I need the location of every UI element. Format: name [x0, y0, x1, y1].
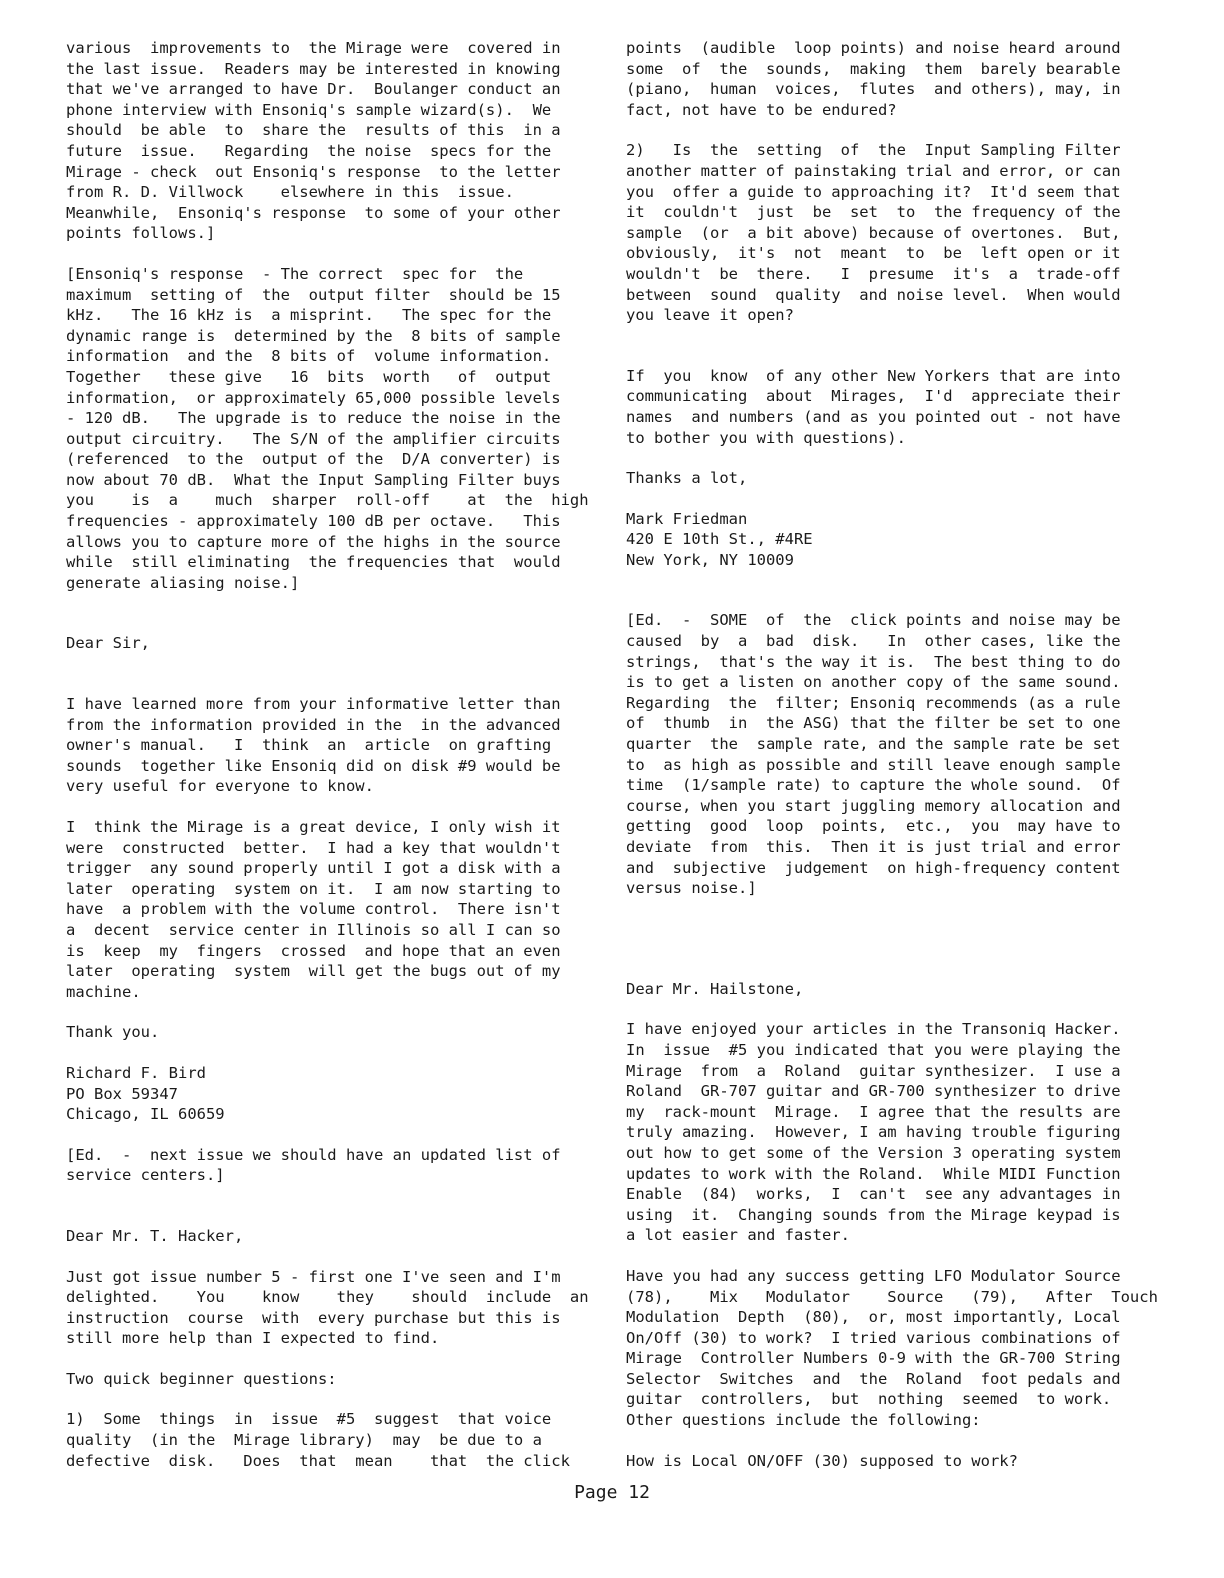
letter-question: How is Local ON/OFF (30) supposed to work? — [626, 1451, 1018, 1470]
editor-note-paragraph: [Ed. - next issue we should have an updated list of service centers.] — [66, 1145, 561, 1185]
letter-paragraph: If you know of any other New Yorkers that are into communicating about Mirages, I'd appreciate their names and numbers (and as you pointed out - not have to bother you with questions). — [626, 366, 1121, 447]
letter-question: 2) Is the setting of the Input Sampling Filter another matter of painstaking trial and error, or can you offer a guide to approaching it? It'd seem that it couldn't just be set to the frequency of the sample (or a bit above) because of overtones. But, obviously, it's not meant to be left open or it wouldn't be there. I presume it's a trade-off between sound quality and noise level. When would you leave it open? — [626, 141, 1121, 325]
letter-paragraph: Two quick beginner questions: — [66, 1369, 337, 1388]
letter-question: 1) Some things in issue #5 suggest that voice quality (in the Mirage library) may be due to a defective disk. Does that mean that the click — [66, 1410, 570, 1470]
editor-note-paragraph: various improvements to the Mirage were covered in the last issue. Readers may be interested in knowing that we've arranged to have Dr. Boulanger conduct an phone interview with Ensoniq's sample wizard(s). We should be able to share the results of this in a future issue. Regarding the noise specs for the Mirage - check out Ensoniq's response to the letter from R. D. Villwock elsewhere in this issue. Meanwhile, Ensoniq's response to some of your other points follows.] — [66, 39, 561, 243]
letter-question: points (audible loop points) and noise heard around some of the sounds, making them barely bearable (piano, human voices, flutes and others), may, in fact, not have to be endured? — [626, 39, 1121, 119]
letter-closing: Thank you. — [66, 1023, 160, 1042]
editor-note-paragraph: [Ed. - SOME of the click points and noise may be caused by a bad disk. In other cases, like the strings, that's the way it is. The best thing to do is to get a listen on another copy of the same sound. Regarding the filter; Ensoniq recommends (as a rule of thumb in the ASG) that the filter be set to one quarter the sample rate, and the sample rate be set to as high as possible and still leave enough sample time (1/sample rate) to capture the whole sound. Of course, when you start juggling memory allocation and getting good loop points, etc., you may have to deviate from this. Then it is just trial and error and subjective judgement on high-frequency content versus noise.] — [626, 611, 1121, 898]
letter-paragraph: Have you had any success getting LFO Modulator Source (78), Mix Modulator Source (79), After Touch Modulation Depth (80), or, most importantly, Local On/Off (30) to work? I tried various combinations of Mirage Controller Numbers 0-9 with the GR-700 String Selector Switches and the Roland foot pedals and guitar controllers, but nothing seemed to work. Other questions include the following: — [626, 1266, 1158, 1430]
page-number: Page 12 — [574, 1482, 650, 1503]
letter-greeting: Dear Mr. Hailstone, — [626, 979, 804, 998]
ensoniq-response-paragraph: [Ensoniq's response - The correct spec for the maximum setting of the output filter should be 15 kHz. The 16 kHz is a misprint. The spec for the dynamic range is determined by the 8 bits of sample information and the 8 bits of volume information. Together these give 16 bits worth of output information, or approximately 65,000 possible levels - 120 dB. The upgrade is to reduce the noise in the output circuitry. The S/N of the amplifier circuits (referenced to the output of the D/A converter) is now about 70 dB. What the Input Sampling Filter buys you is a much sharper roll-off at the high frequencies - approximately 100 dB per octave. This allows you to capture more of the highs in the source while still eliminating the frequencies that would generate aliasing noise.] — [66, 264, 589, 592]
letter-paragraph: I have learned more from your informative letter than from the information provided in the in the advanced owner's manual. I think an article on grafting sounds together like Ensoniq did on disk #9 would be very useful for everyone to know. — [66, 695, 561, 796]
right-column — [626, 38, 1158, 1471]
letter-signature: Richard F. Bird PO Box 59347 Chicago, IL 60659 — [66, 1063, 225, 1124]
letter-paragraph: Just got issue number 5 - first one I've seen and I'm delighted. You know they should include an instruction course with every purchase but this is still more help than I expected to find. — [66, 1267, 589, 1348]
letter-greeting: Dear Sir, — [66, 634, 150, 653]
letter-paragraph: I have enjoyed your articles in the Transoniq Hacker. In issue #5 you indicated that you were playing the Mirage from a Roland guitar synthesizer. I use a Roland GR-707 guitar and GR-700 synthesizer to drive my rack-mount Mirage. I agree that the results are truly amazing. However, I am having trouble figuring out how to get some of the Version 3 operating system updates to work with the Roland. While MIDI Function Enable (84) works, I can't see any advantages in using it. Changing sounds from the Mirage keypad is a lot easier and faster. — [626, 1020, 1121, 1245]
left-column — [66, 38, 589, 1471]
letter-closing: Thanks a lot, — [626, 469, 748, 488]
letter-greeting: Dear Mr. T. Hacker, — [66, 1226, 244, 1245]
letter-paragraph: I think the Mirage is a great device, I only wish it were constructed better. I had a key that wouldn't trigger any sound properly until I got a disk with a later operating system on it. I am now starting to have a problem with the volume control. There isn't a decent service center in Illinois so all I can so is keep my fingers crossed and hope that an even later operating system will get the bugs out of my machine. — [66, 818, 561, 1001]
letter-signature: Mark Friedman 420 E 10th St., #4RE New York, NY 10009 — [626, 509, 813, 569]
